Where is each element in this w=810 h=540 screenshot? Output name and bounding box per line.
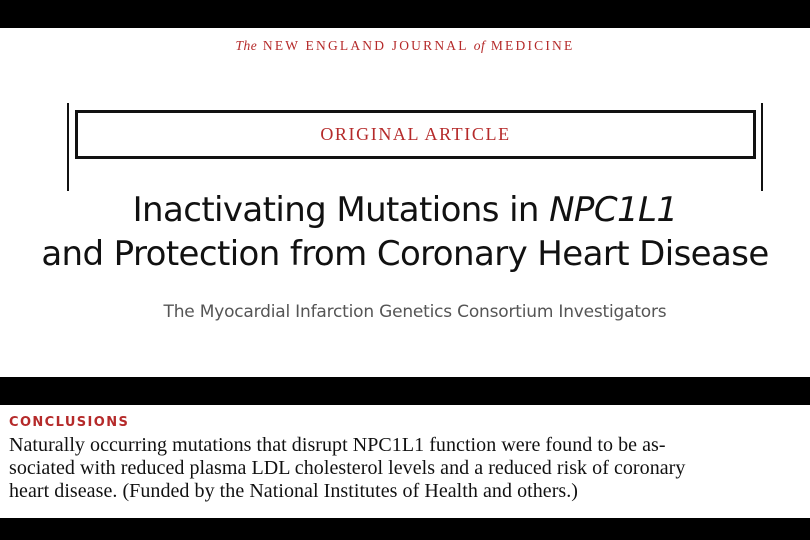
conclusions-line-3: heart disease. (Funded by the National Institutes of Health and others.) [9, 480, 578, 502]
journal-of: of [473, 38, 486, 53]
journal-name-part2: MEDICINE [490, 38, 575, 53]
conclusions-text [9, 434, 805, 503]
article-type-label: ORIGINAL ARTICLE [320, 124, 511, 144]
journal-prefix: The [235, 38, 258, 53]
article-title [0, 188, 810, 276]
title-gene-name: NPC1L1 [549, 190, 678, 230]
article-type-box [75, 110, 756, 159]
title-line-1-text: Inactivating Mutations in [132, 190, 550, 230]
journal-name-part1: NEW ENGLAND JOURNAL [262, 38, 469, 53]
author-byline: The Myocardial Infarction Genetics Consortium Investigators [163, 302, 667, 322]
right-vertical-rule [761, 103, 763, 191]
title-line-2: and Protection from Coronary Heart Disease [41, 234, 769, 274]
conclusions-panel [0, 405, 810, 518]
journal-masthead [0, 38, 810, 54]
title-line-1 [0, 188, 810, 232]
left-vertical-rule [67, 103, 69, 191]
conclusions-line-1: Naturally occurring mutations that disrupt NPC1L1 function were found to be as- [9, 434, 666, 456]
conclusions-line-2: sociated with reduced plasma LDL cholesterol levels and a reduced risk of coronary [9, 457, 686, 479]
conclusions-heading: CONCLUSIONS [9, 415, 130, 430]
